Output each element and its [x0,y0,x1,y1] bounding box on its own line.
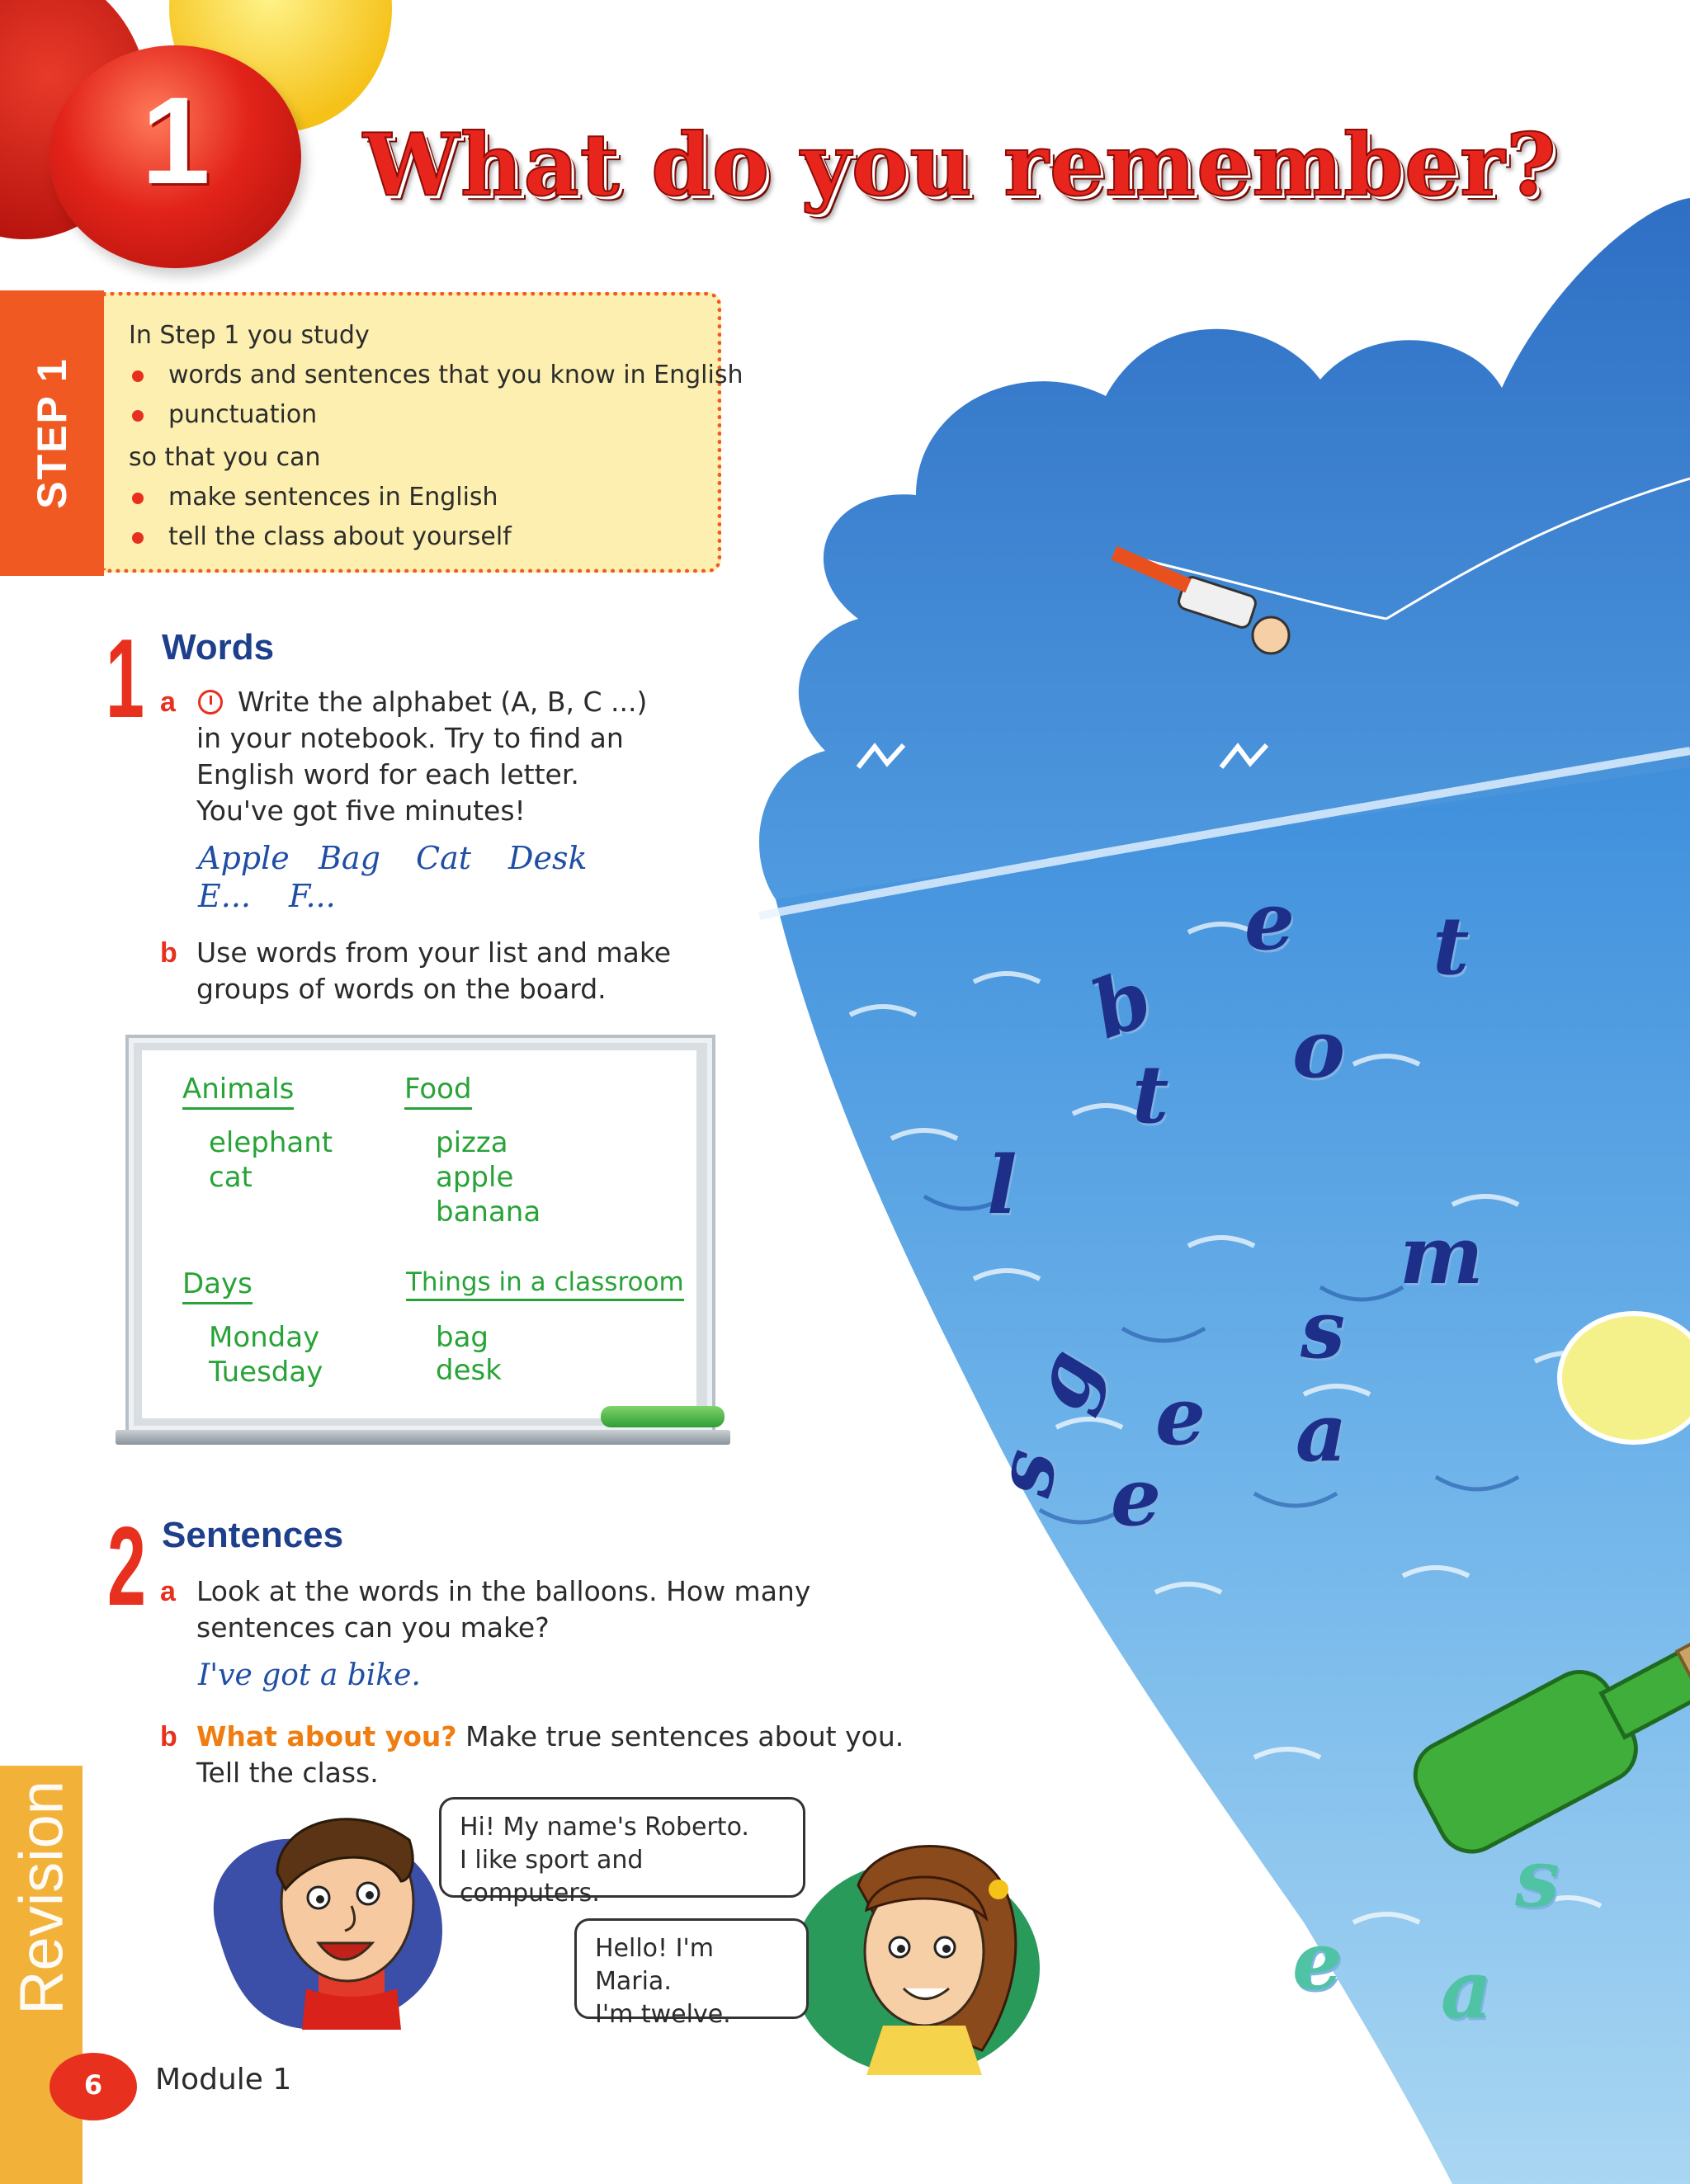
example-sentence: I've got a bike. [198,1658,421,1692]
section-1a-instruction: Write the alphabet (A, B, C ...) [238,686,648,718]
example-word: Bag [319,840,380,876]
section-1b-letter: b [160,937,177,969]
board-group-heading: Days [182,1267,253,1304]
section-2a-letter: a [160,1576,176,1607]
step-goal-item: make sentences in English [129,481,498,514]
section-2b-instruction-rest: Make true sentences about you. [465,1720,904,1752]
board-word: apple [436,1161,514,1194]
section-1b-instruction: Use words from your list and make [196,936,672,969]
step-goal-item: tell the class about yourself [129,521,512,554]
board-word: banana [436,1196,541,1229]
what-about-you-label: What about you? [196,1720,457,1752]
section-2b-letter: b [160,1721,177,1752]
page-number: 6 [83,2069,103,2101]
example-word: Cat [416,840,472,876]
bubble-line: I'm twelve. [595,2000,731,2029]
section-1a-instruction: You've got five minutes! [196,795,526,827]
step-intro: In Step 1 you study [129,321,370,350]
unit-number: 1 [141,71,210,210]
sea-letter: e [1244,875,1296,968]
section-1a-letter: a [160,686,176,718]
revision-label: Revision [7,1781,76,2015]
board-word: pizza [436,1126,508,1159]
board-word: Monday [209,1321,320,1354]
board-group-heading: Things in a classroom [406,1267,684,1301]
board-word: cat [209,1161,253,1194]
bubble-line: I like sport and computers. [460,1846,644,1908]
section-1-number: 1 [106,616,144,741]
roberto-illustration [195,1782,467,2030]
board-word: bag [436,1321,489,1354]
section-2-title: Sentences [162,1515,344,1555]
sea-letter: e [1155,1370,1206,1463]
step-study-item: punctuation [129,399,317,432]
section-1-title: Words [162,627,275,667]
bubble-line: Hi! My name's Roberto. [460,1813,749,1842]
section-2b-instruction: Tell the class. [196,1757,379,1789]
clock-icon [198,690,223,715]
sea-letter: a [1441,1943,1493,2036]
board-word: elephant [209,1126,333,1159]
sea-letter: t [1433,899,1470,993]
sea-letter: e [1292,1914,1343,2007]
bubble-line: Hello! I'm Maria. [595,1934,714,1996]
marker-pen [601,1406,725,1427]
sea-letter: e [1111,1450,1162,1544]
sea-letter: s [1515,1832,1560,1925]
sea-letter: l [987,1139,1017,1232]
section-1a-instruction: in your notebook. Try to find an [196,722,624,754]
section-1a-instruction: English word for each letter. [196,758,579,790]
sea-letter: a [1296,1386,1348,1479]
section-2a-instruction: sentences can you make? [196,1611,550,1644]
page-title: What do you remember? [363,114,1557,215]
step-connector: so that you can [129,443,321,472]
board-word: desk [436,1354,502,1387]
board-group-heading: Food [404,1073,472,1110]
sea-letter: s [1301,1283,1346,1376]
sea-letter: s [975,1442,1076,1502]
example-word: E... [198,878,251,914]
example-word: F... [289,878,336,914]
section-1b-instruction: groups of words on the board. [196,973,607,1005]
board-group-heading: Animals [182,1073,294,1110]
step-study-item: words and sentences that you know in English [129,359,743,392]
sea-letter: m [1400,1209,1484,1302]
sea-letter: b [1079,950,1164,1058]
sea-letter: t [1132,1048,1169,1141]
example-word: Desk [508,840,588,876]
example-word: Apple [198,840,290,876]
section-2-number: 2 [107,1503,146,1629]
section-2a-instruction: Look at the words in the balloons. How many [196,1575,811,1607]
sea-letter: o [1292,1002,1346,1096]
whiteboard-tray [116,1430,730,1445]
board-word: Tuesday [209,1356,323,1389]
module-label: Module 1 [155,2063,292,2097]
step-tab-label: STEP 1 [29,357,75,509]
sea-letter: g [1010,1337,1118,1422]
